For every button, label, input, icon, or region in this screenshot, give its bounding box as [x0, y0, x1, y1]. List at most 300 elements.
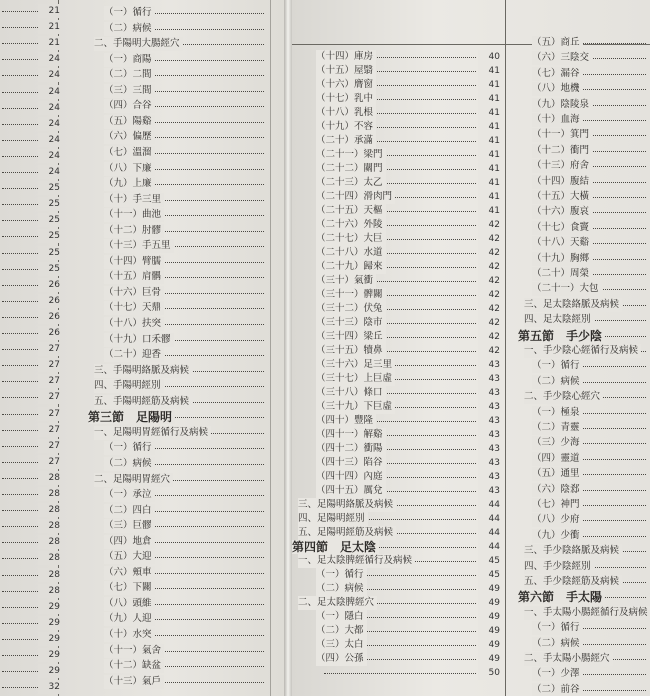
toc-row: [80, 659, 266, 673]
dot-leader: [2, 269, 40, 270]
toc-entry-label: 四、足太陰經別: [524, 313, 594, 327]
toc-entry-label: （二十二）關門: [316, 162, 386, 176]
toc-row: [80, 301, 266, 315]
toc-entry-label: （四十）豐隆: [316, 414, 376, 428]
toc-row: [512, 467, 648, 481]
toc-row: [80, 379, 266, 393]
toc-row: [80, 68, 266, 82]
page-number: 28: [38, 584, 60, 598]
page-number: 45: [478, 568, 500, 582]
page-number: 43: [478, 456, 500, 470]
page-number: 27: [38, 390, 60, 404]
toc-row: [80, 395, 266, 409]
toc-row: [296, 260, 500, 274]
toc-entry-label: （十二）衝門: [532, 144, 592, 158]
toc-entry-label: （十七）天鼎: [104, 301, 164, 315]
toc-row: [512, 621, 648, 635]
toc-entry-label: （一）隱白: [316, 610, 367, 624]
page-number: 27: [38, 407, 60, 421]
toc-entry-label: 三、手陽明絡脈及病候: [94, 364, 192, 378]
toc-row: [512, 560, 648, 574]
toc-entry-label: （十六）腹哀: [532, 205, 592, 219]
toc-row: [296, 372, 500, 386]
toc-entry-label: （二十六）外陵: [316, 218, 386, 232]
toc-entry-label: 一、手少陰心經循行及病候: [524, 344, 641, 358]
toc-row: [0, 294, 66, 308]
dot-leader: [2, 478, 40, 479]
toc-row: [296, 330, 500, 344]
toc-row: [512, 236, 648, 250]
toc-row: [296, 274, 500, 288]
toc-entry-label: 五、足陽明經筋及病候: [298, 526, 396, 540]
toc-row: [296, 610, 500, 624]
toc-entry-label: （八）頭維: [104, 597, 155, 611]
toc-entry-label: （十九）不容: [316, 120, 376, 134]
toc-row: [80, 270, 266, 284]
toc-entry-label: （三）少海: [532, 436, 583, 450]
toc-entry-label: （一）承泣: [104, 488, 155, 502]
page-number: 41: [478, 204, 500, 218]
toc-entry-label: （一）循行: [104, 441, 155, 455]
toc-entry-label: （五）通里: [532, 467, 583, 481]
toc-row: [512, 390, 648, 404]
page-number: 21: [38, 36, 60, 50]
page-number: 28: [38, 551, 60, 565]
dot-leader: [324, 673, 476, 674]
toc-row: [296, 568, 500, 582]
page-number: 29: [38, 648, 60, 662]
toc-entry-label: （十八）天谿: [532, 236, 592, 250]
dot-leader: [2, 108, 40, 109]
toc-row: [512, 205, 648, 219]
toc-entry-label: （二）二間: [104, 68, 155, 82]
dot-leader: [2, 462, 40, 463]
toc-row: [80, 473, 266, 487]
toc-row: [296, 134, 500, 148]
toc-entry-label: （三十二）伏兔: [316, 302, 386, 316]
dot-leader: [2, 591, 40, 592]
toc-entry-label: （十八）乳根: [316, 106, 376, 120]
toc-entry-label: （九）少衝: [532, 529, 583, 543]
toc-row: [512, 313, 648, 327]
toc-entry-label: （六）三陰交: [532, 51, 592, 65]
toc-row: [296, 344, 500, 358]
toc-entry-label: （二十四）滑肉門: [316, 190, 395, 204]
page-number: 25: [38, 246, 60, 260]
toc-row: [512, 406, 648, 420]
toc-row: [512, 159, 648, 173]
toc-row: [80, 441, 266, 455]
dot-leader: [2, 365, 40, 366]
page-number: 43: [478, 372, 500, 386]
toc-row: [80, 208, 266, 222]
toc-entry-label: （十）血海: [532, 113, 583, 127]
toc-entry-label: 五、手陽明經筋及病候: [94, 395, 192, 409]
toc-row: [0, 632, 66, 646]
toc-entry-label: （五）商丘: [532, 36, 583, 50]
toc-row: [512, 436, 648, 450]
page-number: 42: [478, 260, 500, 274]
toc-row: [80, 255, 266, 269]
toc-row: [512, 498, 648, 512]
toc-row: [80, 675, 266, 689]
toc-entry-label: （四十二）衝陽: [316, 442, 386, 456]
toc-row: [512, 606, 648, 620]
page-number: 41: [478, 134, 500, 148]
dot-leader: [2, 687, 40, 688]
toc-entry-label: （四十五）厲兌: [316, 484, 386, 498]
toc-entry-label: （十三）氣戶: [104, 675, 164, 689]
toc-row: [0, 455, 66, 469]
dot-leader: [2, 542, 40, 543]
toc-entry-label: 三、手少陰絡脈及病候: [524, 544, 622, 558]
toc-entry-label: （三十三）陰市: [316, 316, 386, 330]
toc-row: [512, 252, 648, 266]
toc-row: [512, 67, 648, 81]
toc-entry-label: （八）地機: [532, 82, 583, 96]
toc-entry-label: （十）手三里: [104, 193, 164, 207]
toc-entry-label: （十二）缺盆: [104, 659, 164, 673]
page-number: 27: [38, 455, 60, 469]
toc-entry-label: 四、手少陰經別: [524, 560, 594, 574]
toc-row: [0, 503, 66, 517]
toc-entry-label: （二十八）水道: [316, 246, 386, 260]
toc-row: [0, 213, 66, 227]
toc-row: [0, 68, 66, 82]
section-title: 第三節 足陽明: [88, 410, 175, 424]
toc-entry-label: （十八）扶突: [104, 317, 164, 331]
toc-row: [296, 470, 500, 484]
toc-row: [512, 113, 648, 127]
toc-entry-label: （四）合谷: [104, 99, 155, 113]
page-number: 42: [478, 344, 500, 358]
toc-row: [0, 471, 66, 485]
toc-entry-label: （一）循行: [104, 6, 155, 20]
toc-entry-label: （十六）巨骨: [104, 286, 164, 300]
toc-row: [0, 374, 66, 388]
toc-entry-label: （一）循行: [532, 359, 583, 373]
toc-row: [512, 683, 648, 696]
toc-row: [0, 423, 66, 437]
toc-entry-label: （六）偏歷: [104, 130, 155, 144]
toc-entry-label: （七）漏谷: [532, 67, 583, 81]
page-number: 43: [478, 386, 500, 400]
toc-row: [0, 407, 66, 421]
page-number: 42: [478, 232, 500, 246]
page-number: 25: [38, 213, 60, 227]
toc-row: [296, 246, 500, 260]
toc-entry-label: 二、手陽明大腸經穴: [94, 37, 183, 51]
toc-row: [512, 82, 648, 96]
page-number: 29: [38, 664, 60, 678]
toc-row: [0, 4, 66, 18]
toc-row: [80, 53, 266, 67]
toc-entry-label: （二）四白: [104, 504, 155, 518]
page-number: 42: [478, 302, 500, 316]
toc-row: [0, 262, 66, 276]
page-number: 43: [478, 442, 500, 456]
toc-row: [0, 600, 66, 614]
toc-entry-label: （十五）屋翳: [316, 64, 376, 78]
dot-leader: [2, 526, 40, 527]
toc-entry-label: （二）病候: [316, 582, 367, 596]
dot-leader: [2, 446, 40, 447]
page-number: 27: [38, 439, 60, 453]
toc-row: [80, 193, 266, 207]
page-number: 28: [38, 519, 60, 533]
toc-entry-label: （七）下關: [104, 581, 155, 595]
toc-row: [512, 529, 648, 543]
toc-entry-label: 一、手太陽小腸經循行及病候: [524, 606, 650, 620]
toc-entry-label: （九）人迎: [104, 612, 155, 626]
toc-row: [512, 329, 648, 343]
toc-row: [296, 484, 500, 498]
page-number: 24: [38, 85, 60, 99]
toc-row: [0, 133, 66, 147]
toc-row: [512, 298, 648, 312]
toc-entry-label: （三）巨髎: [104, 519, 155, 533]
toc-row: [0, 648, 66, 662]
toc-entry-label: （七）神門: [532, 498, 583, 512]
toc-row: [296, 120, 500, 134]
dot-leader: [2, 140, 40, 141]
dot-leader: [2, 655, 40, 656]
toc-row: [0, 584, 66, 598]
toc-row: [296, 638, 500, 652]
page-number: 24: [38, 101, 60, 115]
toc-row: [80, 317, 266, 331]
toc-row: [512, 513, 648, 527]
toc-row: [80, 628, 266, 642]
page-number: 24: [38, 68, 60, 82]
toc-entry-label: （二十）迎香: [104, 348, 164, 362]
toc-row: [0, 165, 66, 179]
toc-row: [0, 568, 66, 582]
dot-leader: [2, 92, 40, 93]
toc-row: [296, 456, 500, 470]
book-gutter: [284, 0, 292, 696]
toc-row: [0, 535, 66, 549]
dot-leader: [2, 27, 40, 28]
toc-row: [512, 267, 648, 281]
toc-row: [80, 535, 266, 549]
dot-leader: [2, 414, 40, 415]
toc-row: [512, 282, 648, 296]
toc-row: [80, 519, 266, 533]
toc-row: [0, 278, 66, 292]
toc-entry-label: 四、足陽明經別: [298, 512, 368, 526]
toc-entry-label: （一）循行: [316, 568, 367, 582]
toc-entry-label: （二）前谷: [532, 683, 583, 696]
toc-row: [0, 117, 66, 131]
toc-row: [296, 316, 500, 330]
toc-row: [512, 667, 648, 681]
dot-leader: [2, 381, 40, 382]
toc-row: [0, 149, 66, 163]
toc-row: [296, 78, 500, 92]
dot-leader: [2, 317, 40, 318]
toc-entry-label: 二、手少陰心經穴: [524, 390, 603, 404]
toc-entry-label: （十四）腹結: [532, 175, 592, 189]
toc-row: [80, 146, 266, 160]
toc-row: [80, 37, 266, 51]
page-number: 43: [478, 484, 500, 498]
page-number: 26: [38, 326, 60, 340]
toc-entry-label: （九）上廉: [104, 177, 155, 191]
page-number: 41: [478, 190, 500, 204]
page-number: 44: [478, 526, 500, 540]
dot-leader: [2, 236, 40, 237]
page-number: 43: [478, 470, 500, 484]
toc-entry-label: （二）青靈: [532, 421, 583, 435]
page-number: 41: [478, 92, 500, 106]
toc-row: [512, 590, 648, 604]
toc-entry-label: （十一）氣舍: [104, 644, 164, 658]
page-number: 42: [478, 288, 500, 302]
page-number: 41: [478, 176, 500, 190]
toc-row: [296, 582, 500, 596]
toc-row: [80, 644, 266, 658]
dot-leader: [2, 220, 40, 221]
toc-entry-label: 二、手太陽小腸經穴: [524, 652, 613, 666]
page-number: 27: [38, 342, 60, 356]
toc-row: [296, 400, 500, 414]
page-number: 24: [38, 149, 60, 163]
toc-entry-label: （十五）肩髃: [104, 270, 164, 284]
toc-row: [0, 197, 66, 211]
dot-leader: [2, 671, 40, 672]
toc-entry-label: （十七）乳中: [316, 92, 376, 106]
dot-leader: [2, 558, 40, 559]
toc-row: [512, 190, 648, 204]
page-number: 27: [38, 374, 60, 388]
toc-entry-label: （九）陰陵泉: [532, 98, 592, 112]
toc-entry-label: （四十四）內庭: [316, 470, 386, 484]
dot-leader: [2, 11, 40, 12]
toc-entry-label: （四）公孫: [316, 652, 367, 666]
toc-row: [512, 175, 648, 189]
page-number: 45: [478, 554, 500, 568]
toc-entry-label: （三十四）梁丘: [316, 330, 386, 344]
toc-row: [512, 51, 648, 65]
toc-entry-label: （二十五）天樞: [316, 204, 386, 218]
page-number: 41: [478, 120, 500, 134]
toc-row: [80, 115, 266, 129]
toc-entry-label: （一）少澤: [532, 667, 583, 681]
page-number: 43: [478, 358, 500, 372]
toc-row: [0, 519, 66, 533]
toc-entry-label: （三十七）上巨虛: [316, 372, 395, 386]
toc-row: [0, 390, 66, 404]
toc-entry-label: 三、足陽明絡脈及病候: [298, 498, 396, 512]
toc-row: [0, 680, 66, 694]
toc-entry-label: （三）太白: [316, 638, 367, 652]
page-number: 41: [478, 148, 500, 162]
toc-entry-label: （三十九）下巨虛: [316, 400, 395, 414]
toc-row: [512, 144, 648, 158]
toc-row: [80, 504, 266, 518]
toc-row: [296, 652, 500, 666]
dot-leader: [2, 397, 40, 398]
page-number: 44: [478, 512, 500, 526]
toc-row: [80, 239, 266, 253]
toc-entry-label: （五）陽谿: [104, 115, 155, 129]
toc-entry-label: （十六）膺窗: [316, 78, 376, 92]
toc-row: [512, 98, 648, 112]
toc-row: [0, 52, 66, 66]
toc-row: [296, 596, 500, 610]
toc-entry-label: （二）大都: [316, 624, 367, 638]
toc-entry-label: （一）極泉: [532, 406, 583, 420]
toc-row: [512, 652, 648, 666]
left-page: [0, 0, 284, 696]
dot-leader: [2, 59, 40, 60]
page-number: 41: [478, 106, 500, 120]
toc-entry-label: （二）病候: [104, 457, 155, 471]
toc-entry-label: （十一）箕門: [532, 128, 592, 142]
toc-row: [512, 637, 648, 651]
toc-row: [0, 664, 66, 678]
dot-leader: [2, 188, 40, 189]
toc-row: [80, 597, 266, 611]
page-number: 42: [478, 330, 500, 344]
dot-leader: [2, 494, 40, 495]
toc-entry-label: （二十一）大包: [532, 282, 602, 296]
toc-row: [0, 36, 66, 50]
toc-row: [0, 85, 66, 99]
page-number: 40: [478, 50, 500, 64]
page-number: 44: [478, 498, 500, 512]
toc-entry-label: （四十三）陷谷: [316, 456, 386, 470]
section-title: 第五節 手少陰: [518, 329, 605, 343]
toc-row: [512, 375, 648, 389]
page-number: 28: [38, 503, 60, 517]
toc-row: [0, 246, 66, 260]
toc-entry-label: （十）水突: [104, 628, 155, 642]
toc-row: [80, 6, 266, 20]
toc-entry-label: （三）三間: [104, 84, 155, 98]
page-number: 44: [478, 540, 500, 554]
toc-row: [0, 439, 66, 453]
toc-entry-label: （三十）氣衝: [316, 274, 376, 288]
dot-leader: [2, 349, 40, 350]
toc-entry-label: （二）病候: [532, 637, 583, 651]
toc-row: [80, 426, 266, 440]
page-number: 50: [478, 666, 500, 680]
toc-entry-label: （三十八）條口: [316, 386, 386, 400]
page-number: 43: [478, 414, 500, 428]
page-number: 26: [38, 294, 60, 308]
dot-leader: [2, 172, 40, 173]
toc-row: [80, 364, 266, 378]
toc-row: [296, 176, 500, 190]
dot-leader: [2, 301, 40, 302]
toc-row: [296, 498, 500, 512]
toc-row: [296, 442, 500, 456]
toc-row: [80, 457, 266, 471]
page-number: 27: [38, 358, 60, 372]
page-edge-rule: [270, 0, 271, 696]
page-number: 24: [38, 165, 60, 179]
toc-row: [80, 224, 266, 238]
page-number: 21: [38, 4, 60, 18]
toc-entry-label: （十二）肘髎: [104, 224, 164, 238]
toc-entry-label: （十五）大橫: [532, 190, 592, 204]
toc-row: [296, 554, 500, 568]
toc-row: [296, 106, 500, 120]
toc-row: [0, 310, 66, 324]
page-number: 32: [38, 680, 60, 694]
